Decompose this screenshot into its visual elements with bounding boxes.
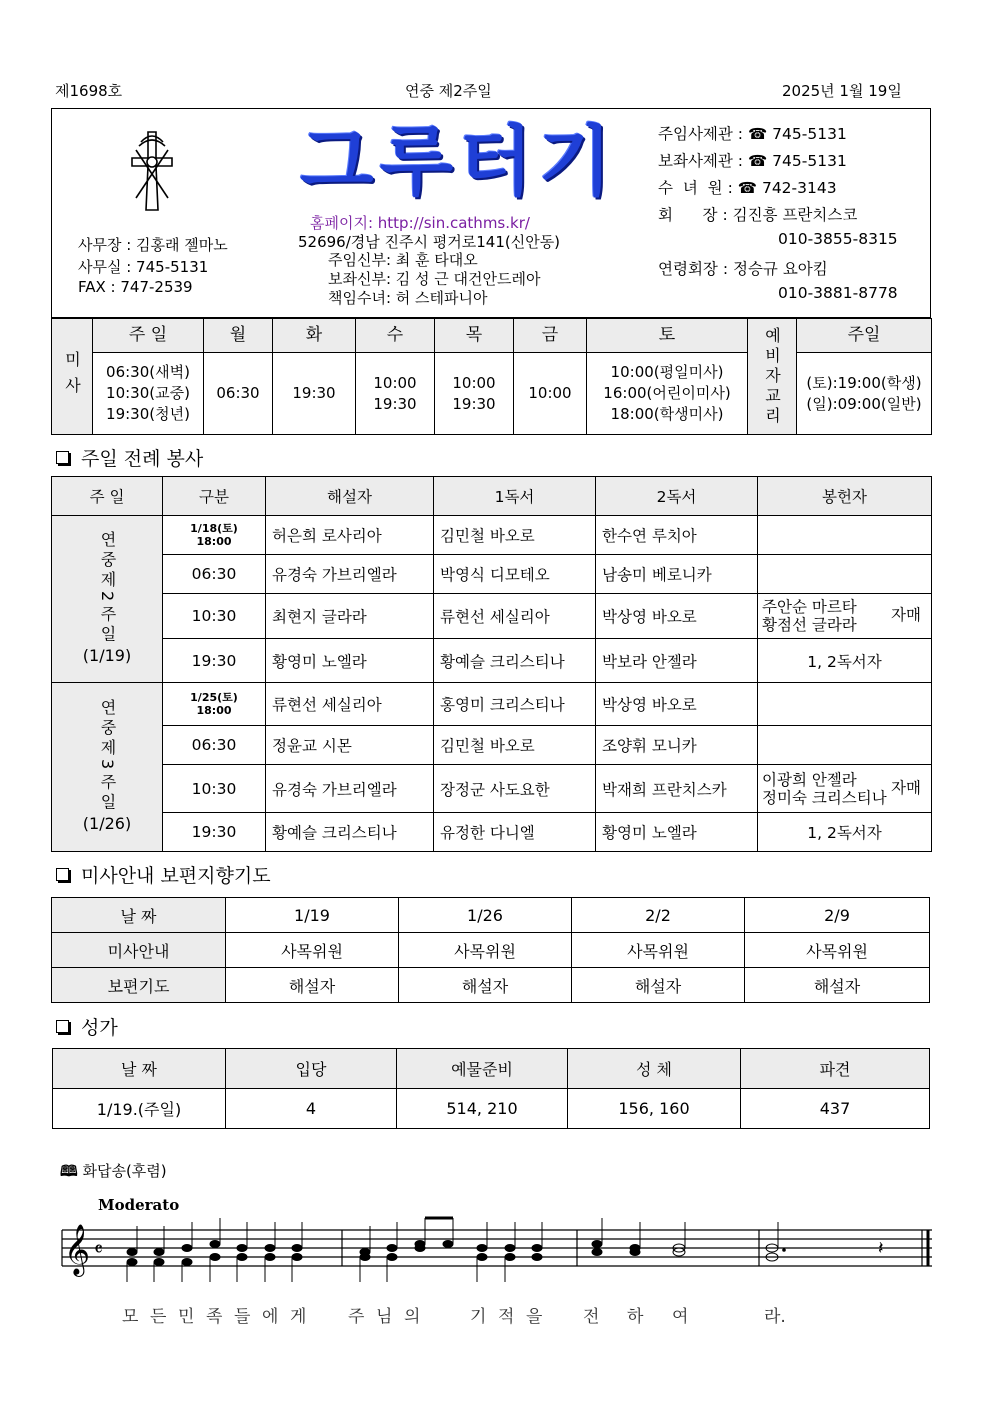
contact-label: 주임사제관 xyxy=(658,125,733,143)
psalm-heading xyxy=(60,1160,167,1186)
mass-header-tue: 화 xyxy=(273,319,356,353)
contact-label: 수 녀 원 xyxy=(658,179,723,197)
commentator: 정윤교 시몬 xyxy=(266,726,434,765)
time-date: 1/25(토) xyxy=(190,691,238,704)
reading2: 박상영 바오로 xyxy=(596,683,758,726)
commentator: 황영미 노엘라 xyxy=(266,639,434,683)
time-cell xyxy=(163,683,266,726)
prayer-cell: 사목위원 xyxy=(226,933,399,968)
reading1: 김민철 바오로 xyxy=(434,726,596,765)
mass-time: 19:30(청년) xyxy=(106,405,190,423)
prayer-cell: 해설자 xyxy=(572,968,745,1003)
reading2: 박보라 안젤라 xyxy=(596,639,758,683)
lyric-syllable: 들 xyxy=(234,1307,251,1327)
section-title-text: 성가 xyxy=(81,1017,118,1039)
lyric-syllable: 주 xyxy=(348,1307,365,1327)
note-group xyxy=(360,1226,370,1282)
prayer-row-label: 보편기도 xyxy=(52,968,226,1003)
week-label: 연중제2주일 xyxy=(98,530,117,646)
contact-convent: 수 녀 원 : ☎ 742-3143 xyxy=(658,179,837,197)
issue-number: 제1698호 xyxy=(55,82,123,100)
stats-header: 성 체 xyxy=(568,1049,741,1089)
table-row xyxy=(52,516,932,555)
commentator: 허은희 로사리아 xyxy=(266,516,434,555)
stats-cell: 156, 160 xyxy=(568,1089,741,1129)
mass-time: 16:00(어린이미사) xyxy=(603,384,731,402)
service-header: 주 일 xyxy=(52,477,163,516)
note-group xyxy=(182,1222,192,1282)
homepage-link[interactable]: 홈페이지: http://sin.cathms.kr/ xyxy=(310,214,530,232)
note-group xyxy=(265,1222,275,1282)
lyric-syllable: 적 xyxy=(498,1307,515,1327)
lyric-syllable: 을 xyxy=(526,1307,543,1327)
service-header: 해설자 xyxy=(266,477,434,516)
catechism-label: 예비자교리 xyxy=(748,319,797,435)
parish-cross-logo-icon xyxy=(128,128,176,212)
table-row xyxy=(52,555,932,594)
lyric-syllable: 에 xyxy=(262,1307,279,1327)
commentator: 류현선 세실리아 xyxy=(266,683,434,726)
lyric-syllable: 님 xyxy=(376,1307,393,1327)
service-table xyxy=(51,476,932,852)
time-hour: 18:00 xyxy=(196,704,232,717)
office-fax: FAX : 747-2539 xyxy=(78,278,193,296)
commentator: 유경숙 가브리엘라 xyxy=(266,765,434,813)
note-group xyxy=(766,1222,785,1261)
mass-header-sat: 토 xyxy=(587,319,748,353)
mass-time: 10:00 xyxy=(373,373,417,392)
treble-clef-icon: 𝄞 xyxy=(64,1224,91,1275)
mass-sat-times xyxy=(587,353,748,435)
contact-assistant-rectory: 보좌사제관 : ☎ 745-5131 xyxy=(658,152,847,170)
table-row xyxy=(52,639,932,683)
lyric-syllable: 하 xyxy=(627,1307,644,1327)
prayer-header: 날 짜 xyxy=(52,898,226,933)
reading2: 박상영 바오로 xyxy=(596,594,758,639)
table-row xyxy=(52,933,930,968)
mass-sunday-times xyxy=(93,353,204,435)
mass-row-label: 미사 xyxy=(52,319,93,435)
stats-cell: 514, 210 xyxy=(397,1089,568,1129)
stats-table xyxy=(52,1048,930,1129)
reading1: 박영식 디모테오 xyxy=(434,555,596,594)
note-group xyxy=(154,1226,164,1282)
prayer-header: 1/26 xyxy=(399,898,572,933)
commentator: 최현지 글라라 xyxy=(266,594,434,639)
assistant-priest: 보좌신부: 김 성 근 대건안드레아 xyxy=(328,270,541,288)
stats-cell: 4 xyxy=(226,1089,397,1129)
note-group xyxy=(477,1222,487,1282)
reading1: 홍영미 크리스티나 xyxy=(434,683,596,726)
prayer-row-label: 미사안내 xyxy=(52,933,226,968)
note-group xyxy=(415,1218,425,1252)
offering: 1, 2독서자 xyxy=(758,813,932,852)
stats-header: 파견 xyxy=(741,1049,930,1089)
catechism-time: (일):09:00(일반) xyxy=(806,394,922,413)
lyric-syllable: 의 xyxy=(404,1307,421,1327)
mass-time: 06:30(새벽) xyxy=(106,363,190,381)
prayer-cell: 해설자 xyxy=(399,968,572,1003)
table-row xyxy=(52,726,932,765)
time-cell: 10:30 xyxy=(163,765,266,813)
table-row xyxy=(52,968,930,1003)
reading2: 황영미 노엘라 xyxy=(596,813,758,852)
stats-cell: 1/19.(주일) xyxy=(53,1089,226,1129)
mass-time: 10:00 xyxy=(452,373,496,392)
mass-header-thu: 목 xyxy=(435,319,514,353)
table-row xyxy=(52,765,932,813)
lyric-syllable: 라. xyxy=(764,1307,786,1327)
week-label-cell xyxy=(52,516,163,683)
commentator: 유경숙 가브리엘라 xyxy=(266,555,434,594)
reading1: 황예슬 크리스티나 xyxy=(434,639,596,683)
offering xyxy=(758,516,932,555)
prayer-cell: 사목위원 xyxy=(745,933,930,968)
lyric-syllable: 든 xyxy=(150,1307,167,1327)
note-group xyxy=(532,1222,542,1261)
lyric-syllable: 모 xyxy=(122,1307,139,1327)
lyric-syllable: 기 xyxy=(470,1307,487,1327)
time-cell: 19:30 xyxy=(163,639,266,683)
offering: 황점선 글라라 xyxy=(762,616,857,634)
offering xyxy=(758,683,932,726)
time-hour: 18:00 xyxy=(196,535,232,548)
mass-header-sunday: 주 일 xyxy=(93,319,204,353)
book-icon: 🕮 xyxy=(60,1162,78,1180)
time-cell: 19:30 xyxy=(163,813,266,852)
bulletin-date: 2025년 1월 19일 xyxy=(782,82,902,100)
reading2: 박재희 프란치스카 xyxy=(596,765,758,813)
contact-value: ☎ 745-5131 xyxy=(747,152,847,170)
mass-thu-times xyxy=(435,353,514,435)
prayer-cell: 사목위원 xyxy=(399,933,572,968)
reading1: 유정한 다니엘 xyxy=(434,813,596,852)
parish-address: 52696/경남 진주시 평거로141(신안동) xyxy=(298,233,561,251)
contact-president-phone: 010-3855-8315 xyxy=(778,230,898,248)
offering-note: 자매 xyxy=(891,779,921,797)
note-group xyxy=(210,1218,220,1282)
catechism-times xyxy=(797,353,932,435)
offering: 주안순 마르타 xyxy=(762,598,857,616)
stats-header: 예물준비 xyxy=(397,1049,568,1089)
service-header: 봉헌자 xyxy=(758,477,932,516)
time-cell: 06:30 xyxy=(163,555,266,594)
service-header: 구분 xyxy=(163,477,266,516)
contact-label: 회 장 xyxy=(658,206,718,224)
section-title-prayer xyxy=(56,861,271,888)
contact-value: ☎ 745-5131 xyxy=(747,125,847,143)
checkbox-bullet-icon xyxy=(56,868,69,881)
commentator: 황예슬 크리스티나 xyxy=(266,813,434,852)
contact-rectory: 주임사제관 : ☎ 745-5131 xyxy=(658,125,847,143)
prayer-cell: 사목위원 xyxy=(572,933,745,968)
offering xyxy=(758,726,932,765)
notes xyxy=(127,1218,884,1282)
liturgical-week: 연중 제2주일 xyxy=(405,82,492,100)
note-group xyxy=(505,1222,515,1282)
responsible-sister: 책임수녀: 허 스테파니아 xyxy=(328,289,488,307)
note-group xyxy=(292,1222,302,1282)
offering-note: 자매 xyxy=(891,606,921,624)
psalm-title: 화답송(후렴) xyxy=(82,1162,167,1180)
section-title-text: 주일 전례 봉사 xyxy=(81,448,204,470)
table-row xyxy=(53,1089,930,1129)
reading1: 장정군 사도요한 xyxy=(434,765,596,813)
note-group xyxy=(592,1218,602,1256)
note-group xyxy=(425,1218,453,1248)
mass-wed-times xyxy=(356,353,435,435)
lyric-syllable: 민 xyxy=(178,1307,195,1327)
offering xyxy=(758,555,932,594)
prayer-table xyxy=(51,897,930,1003)
mass-time: 19:30 xyxy=(373,394,417,413)
lyric-syllable: 게 xyxy=(290,1307,307,1327)
prayer-cell: 해설자 xyxy=(745,968,930,1003)
common-time-icon: 𝄴 xyxy=(94,1237,103,1261)
contact-funeral-phone: 010-3881-8778 xyxy=(778,284,898,302)
mass-time: 18:00(학생미사) xyxy=(610,405,724,423)
service-header: 1독서 xyxy=(434,477,596,516)
time-cell: 06:30 xyxy=(163,726,266,765)
mass-header-fri: 금 xyxy=(514,319,587,353)
week-label-cell xyxy=(52,683,163,852)
prayer-cell: 해설자 xyxy=(226,968,399,1003)
prayer-header: 2/9 xyxy=(745,898,930,933)
mass-time: 10:30(교중) xyxy=(106,384,190,402)
mass-time: 19:30 xyxy=(452,394,496,413)
lyrics-line xyxy=(0,1302,992,1326)
reading2: 한수연 루치아 xyxy=(596,516,758,555)
reading1: 김민철 바오로 xyxy=(434,516,596,555)
mass-mon-time: 06:30 xyxy=(204,353,273,435)
mass-time: 10:00(평일미사) xyxy=(610,363,724,381)
offering: 이광희 안젤라 xyxy=(762,770,857,789)
lyric-syllable: 족 xyxy=(206,1307,223,1327)
service-header: 2독서 xyxy=(596,477,758,516)
table-row xyxy=(52,594,932,639)
stats-cell: 437 xyxy=(741,1089,930,1129)
time-cell xyxy=(163,516,266,555)
contact-label: 보좌사제관 xyxy=(658,152,733,170)
mass-header-mon: 월 xyxy=(204,319,273,353)
note-group xyxy=(387,1222,397,1282)
contact-president: 회 장 : 김진흥 프란치스코 xyxy=(658,206,858,224)
offering: 1, 2독서자 xyxy=(758,639,932,683)
contact-value: ☎ 742-3143 xyxy=(737,179,837,197)
mass-fri-time: 10:00 xyxy=(514,353,587,435)
week-date: (1/19) xyxy=(82,646,132,666)
lyric-syllable: 여 xyxy=(672,1307,689,1327)
time-cell: 10:30 xyxy=(163,594,266,639)
reading2: 남송미 베로니카 xyxy=(596,555,758,594)
offering-cell xyxy=(758,594,932,639)
reading2: 조양휘 모니카 xyxy=(596,726,758,765)
contact-funeral-head: 연령회장 : 정승규 요아킴 xyxy=(658,260,828,278)
offering-cell xyxy=(758,765,932,813)
section-title-stats xyxy=(56,1013,118,1040)
mass-tue-time: 19:30 xyxy=(273,353,356,435)
checkbox-bullet-icon xyxy=(56,451,69,464)
section-title-text: 미사안내 보편지향기도 xyxy=(81,865,271,887)
music-staff xyxy=(52,1212,936,1292)
contact-value: 정승규 요아킴 xyxy=(732,260,828,278)
office-manager: 사무장 : 김홍래 젤마노 xyxy=(78,236,228,254)
table-row xyxy=(52,683,932,726)
stats-header: 날 짜 xyxy=(53,1049,226,1089)
pastor-name: 주임신부: 최 훈 타대오 xyxy=(328,251,478,269)
contact-value: 김진흥 프란치스코 xyxy=(732,206,858,224)
note-group xyxy=(127,1226,137,1282)
office-phone: 사무실 : 745-5131 xyxy=(78,258,209,276)
catechism-time: (토):19:00(학생) xyxy=(806,373,922,392)
offering: 정미숙 크리스티나 xyxy=(762,788,887,807)
week-date: (1/26) xyxy=(82,814,132,834)
bulletin-title: 그루터기 xyxy=(300,117,618,206)
lyric-syllable: 전 xyxy=(583,1307,600,1327)
catechism-header: 주일 xyxy=(797,319,932,353)
checkbox-bullet-icon xyxy=(56,1020,69,1033)
section-title-service xyxy=(56,444,203,471)
table-row xyxy=(52,813,932,852)
mass-schedule-table xyxy=(51,318,932,435)
contact-label: 연령회장 xyxy=(658,260,718,278)
time-date: 1/18(토) xyxy=(190,522,238,535)
week-label: 연중제3주일 xyxy=(98,698,117,814)
tempo-marking: Moderato xyxy=(98,1196,180,1214)
note-group xyxy=(237,1222,247,1282)
mass-header-wed: 수 xyxy=(356,319,435,353)
prayer-header: 2/2 xyxy=(572,898,745,933)
reading1: 류현선 세실리아 xyxy=(434,594,596,639)
prayer-header: 1/19 xyxy=(226,898,399,933)
rest-icon: 𝄽 xyxy=(878,1238,884,1259)
stats-header: 입당 xyxy=(226,1049,397,1089)
